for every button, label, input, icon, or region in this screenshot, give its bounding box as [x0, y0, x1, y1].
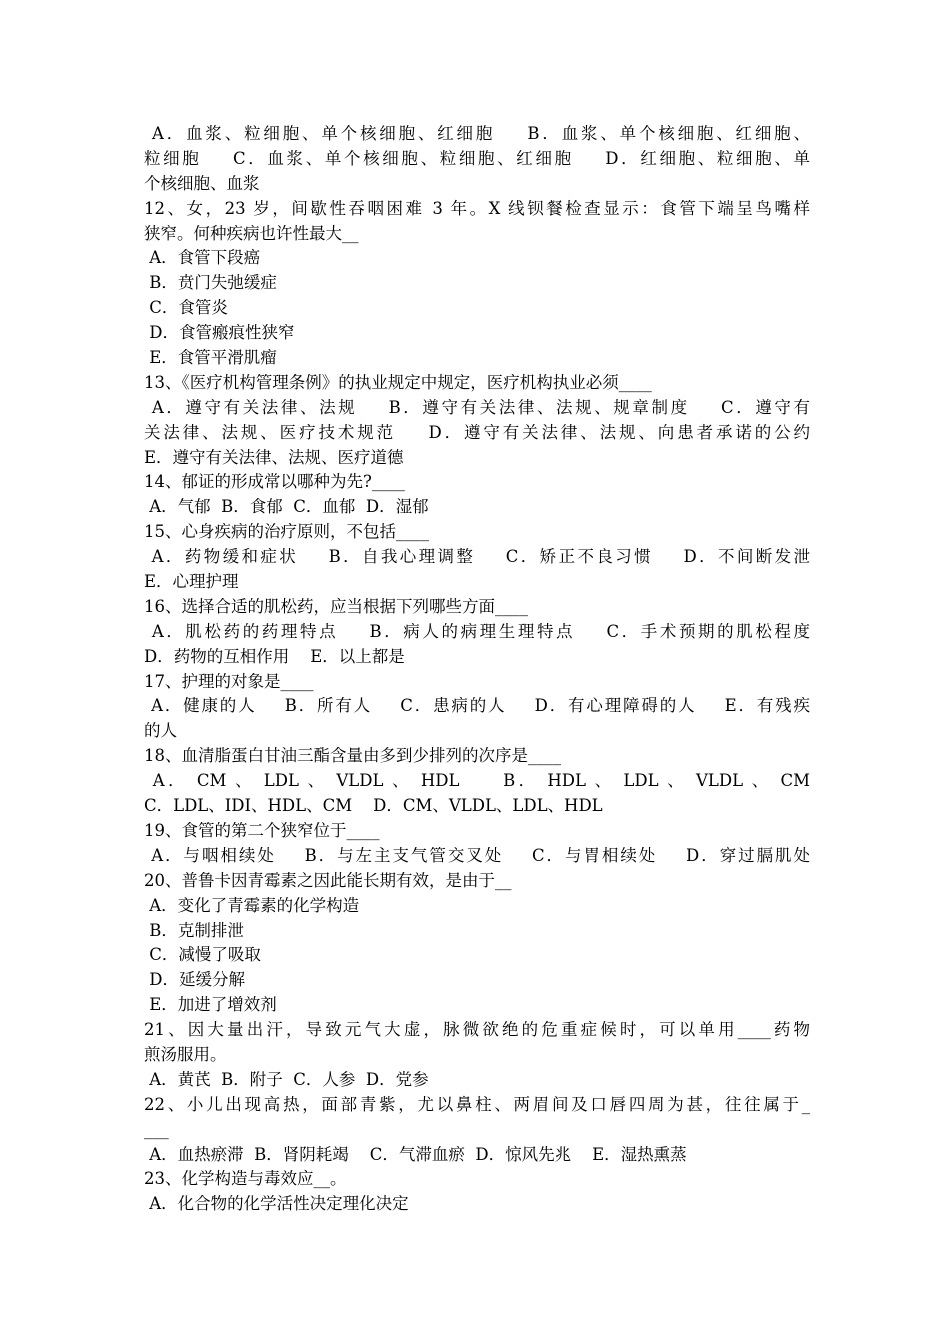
- question-line: 15、心身疾病的治疗原则，不包括____: [144, 522, 429, 542]
- text-line: 个核细胞、血浆: [144, 173, 260, 193]
- option-line: A．化合物的化学活性决定理化决定: [144, 1194, 409, 1214]
- question-line: 14、郁证的形成常以哪种为先?____: [144, 472, 405, 492]
- option-line: A． CM 、 LDL 、 VLDL 、 HDL B． HDL 、 LDL 、 VLDL 、 CM: [144, 771, 810, 791]
- question-line: 13、《医疗机构管理条例》的执业规定中规定，医疗机构执业必须____: [144, 372, 652, 392]
- text-line: 的人: [144, 721, 177, 741]
- text-line: 狭窄。何种疾病也许性最大__: [144, 223, 359, 243]
- option-line: A．遵守有关法律、法规 B．遵守有关法律、法规、规章制度 C．遵守有: [144, 397, 810, 417]
- option-line: C．食管炎: [144, 298, 228, 318]
- option-line: A．血热瘀滞 B．肾阴耗竭 C．气滞血瘀 D．惊风先兆 E．湿热熏蒸: [144, 1144, 687, 1164]
- question-line: 18、血清脂蛋白甘油三酯含量由多到少排列的次序是____: [144, 746, 561, 766]
- document-page: [144, 122, 810, 1217]
- question-line: 23、化学构造与毒效应__。: [144, 1169, 347, 1189]
- option-line: A．食管下段癌: [144, 248, 261, 268]
- option-line: A．变化了青霉素的化学构造: [144, 895, 360, 915]
- option-line: D．延缓分解: [144, 970, 245, 990]
- option-line: E．加进了增效剂: [144, 995, 277, 1015]
- option-line: A．药物缓和症状 B．自我心理调整 C．矫正不良习惯 D．不间断发泄: [144, 547, 810, 567]
- option-line: A．黄芪 B．附子 C．人参 D．党参: [144, 1069, 429, 1089]
- text-line: 关法律、法规、医疗技术规范 D．遵守有关法律、法规、向患者承诺的公约: [144, 422, 810, 442]
- option-line: B．贲门失弛缓症: [144, 273, 277, 293]
- text-line: E．遵守有关法律、法规、医疗道德: [144, 447, 404, 467]
- question-line: 19、食管的第二个狭窄位于____: [144, 820, 380, 840]
- text-line: 煎汤服用。: [144, 1044, 227, 1064]
- option-line: E．食管平滑肌瘤: [144, 348, 277, 368]
- option-line: C．减慢了吸取: [144, 945, 261, 965]
- text-line: E．心理护理: [144, 572, 239, 592]
- question-line: 12、女，23 岁，间歇性吞咽困难 3 年。X 线钡餐检查显示：食管下端呈鸟嘴样: [144, 198, 810, 218]
- question-line: 21、因大量出汗，导致元气大虚，脉微欲绝的危重症候时，可以单用____药物: [144, 1020, 810, 1040]
- option-line: A．肌松药的药理特点 B．病人的病理生理特点 C．手术预期的肌松程度: [144, 621, 810, 641]
- question-line: 17、护理的对象是____: [144, 671, 314, 691]
- question-line: 20、普鲁卡因青霉素之因此能长期有效，是由于__: [144, 870, 512, 890]
- question-line: 22、小儿出现高热，面部青紫，尤以鼻柱、两眉间及口唇四周为甚，往往属于_: [144, 1094, 810, 1114]
- option-line: A．气郁 B．食郁 C．血郁 D．湿郁: [144, 497, 429, 517]
- text-line: 粒细胞 C．血浆、单个核细胞、粒细胞、红细胞 D．红细胞、粒细胞、单: [144, 148, 810, 168]
- option-line: A．健康的人 B．所有人 C．患病的人 D．有心理障碍的人 E．有残疾: [144, 696, 810, 716]
- option-line: D．食管瘢痕性狭窄: [144, 323, 295, 343]
- text-line: ___: [144, 1119, 169, 1139]
- text-line: D．药物的互相作用 E．以上都是: [144, 646, 405, 666]
- option-line: B．克制排泄: [144, 920, 244, 940]
- option-line: A．与咽相续处 B．与左主支气管交叉处 C．与胃相续处 D．穿过膈肌处: [144, 845, 810, 865]
- text-line: A．血浆、粒细胞、单个核细胞、红细胞 B．血浆、单个核细胞、红细胞、: [144, 124, 810, 143]
- question-line: 16、选择合适的肌松药，应当根据下列哪些方面____: [144, 596, 528, 616]
- text-line: C．LDL、IDI、HDL、CM D．CM、VLDL、LDL、HDL: [144, 796, 603, 816]
